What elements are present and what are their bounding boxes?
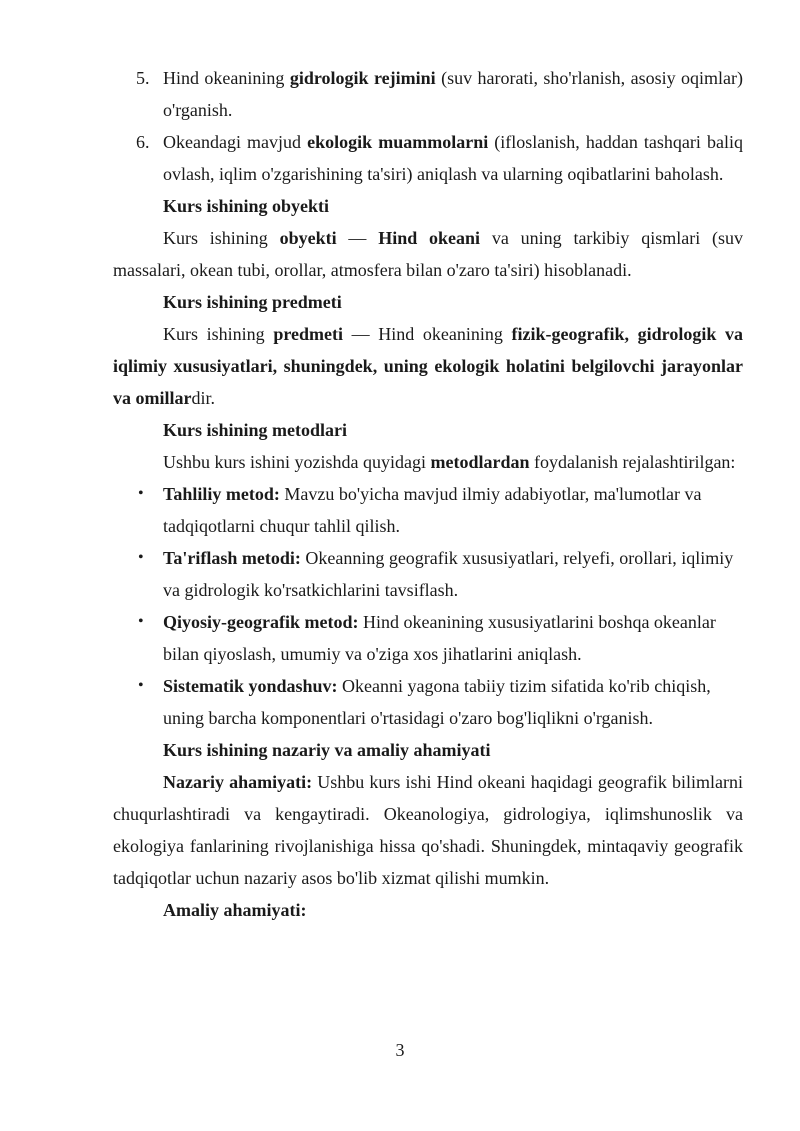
bullet-icon: • (138, 613, 144, 630)
bullet-icon: • (138, 485, 144, 502)
bullet-icon: • (138, 677, 144, 694)
text-run: Ushbu kurs ishini yozishda quyidagi (163, 452, 431, 472)
text-run: va uning tarkibiy qismlari (suv massalari, okean tubi, orollar, atmosfera bilan o'zaro ta'siri) hisoblanadi. (113, 228, 744, 280)
page-number: 3 (395, 1040, 405, 1060)
bold-term: Hind okeani (378, 228, 481, 248)
bullet-item (113, 606, 743, 670)
text-run: (ifloslanish, haddan tashqari baliq ovlash, iqlim o'zgarishining ta'siri) aniqlash va ularning oqibatlarini baholash. (163, 132, 743, 184)
paragraph-metodlar (113, 446, 743, 478)
section-heading-amaliy: Amaliy ahamiyati: (163, 900, 307, 920)
bullet-item (113, 542, 743, 606)
bold-term: obyekti (279, 228, 337, 248)
text-run: Kurs ishining (163, 324, 274, 344)
bold-term: ekologik muammolarni (307, 132, 489, 152)
list-item-5 (113, 62, 743, 126)
page-body (113, 62, 743, 926)
bullet-item (113, 478, 743, 542)
section-heading-predmet: Kurs ishining predmeti (163, 292, 342, 312)
text-run: Okeandagi mavjud (163, 132, 308, 152)
bullet-text: Okeanni yagona tabiiy tizim sifatida ko'rib chiqish, uning barcha komponentlari o'rtasidagi o'zaro bog'liqlikni o'rganish. (163, 676, 711, 728)
bullet-item (113, 670, 743, 734)
text-run: (suv harorati, sho'rlanish, asosiy oqimlar) o'rganish. (163, 68, 744, 120)
section-heading-obyekt: Kurs ishining obyekti (163, 196, 330, 216)
section-heading-ahamiyat: Kurs ishining nazariy va amaliy ahamiyati (163, 740, 491, 760)
bold-term: Nazariy ahamiyati: (163, 772, 313, 792)
text-run: Hind okeanining (163, 68, 290, 88)
bold-term: metodlardan (430, 452, 530, 472)
text-run: foydalanish rejalashtirilgan: (529, 452, 736, 472)
bullet-label: Ta'riflash metodi: (163, 548, 301, 568)
section-heading-metodlar: Kurs ishining metodlari (163, 420, 348, 440)
bullet-text: Okeanning geografik xususiyatlari, relyefi, orollari, iqlimiy va gidrologik ko'rsatkichlarini tavsiflash. (163, 548, 734, 600)
paragraph-nazariy (113, 766, 743, 894)
text-run: — Hind okeanining (342, 324, 512, 344)
bullet-text: Mavzu bo'yicha mavjud ilmiy adabiyotlar, ma'lumotlar va tadqiqotlarni chuqur tahlil qilish. (163, 484, 702, 536)
text-run: Ushbu kurs ishi Hind okeani haqidagi geografik bilimlarni chuqurlashtiradi va kengaytiradi. Okeanologiya, gidrologiya, iqlimshunoslik va ekologiya fanlarining rivojlanishiga hissa qo'shadi. Shuningdek, mintaqaviy geografik tadqiqotlar uchun nazariy asos bo'lib xizmat qilishi mumkin. (113, 772, 743, 888)
text-run: — (336, 228, 379, 248)
bold-term: fizik-geografik, gidrologik va iqlimiy xususiyatlari, shuningdek, uning ekologik holatini belgilovchi jarayonlar va omillar (113, 324, 744, 408)
bold-term: predmeti (273, 324, 343, 344)
bullet-label: Tahliliy metod: (163, 484, 280, 504)
list-number: 6. (136, 132, 150, 152)
list-item-6 (113, 126, 743, 190)
text-run: dir. (191, 388, 216, 408)
paragraph-predmet (113, 318, 743, 414)
text-run: Kurs ishining (163, 228, 280, 248)
bullet-text: Hind okeanining xususiyatlarini boshqa okeanlar bilan qiyoslash, umumiy va o'ziga xos jihatlarini aniqlash. (163, 612, 716, 664)
bullet-icon: • (138, 549, 144, 566)
list-number: 5. (136, 68, 150, 88)
bold-term: gidrologik rejimini (289, 68, 436, 88)
bullet-label: Sistematik yondashuv: (163, 676, 338, 696)
paragraph-obyekt (113, 222, 743, 286)
bullet-label: Qiyosiy-geografik metod: (163, 612, 359, 632)
